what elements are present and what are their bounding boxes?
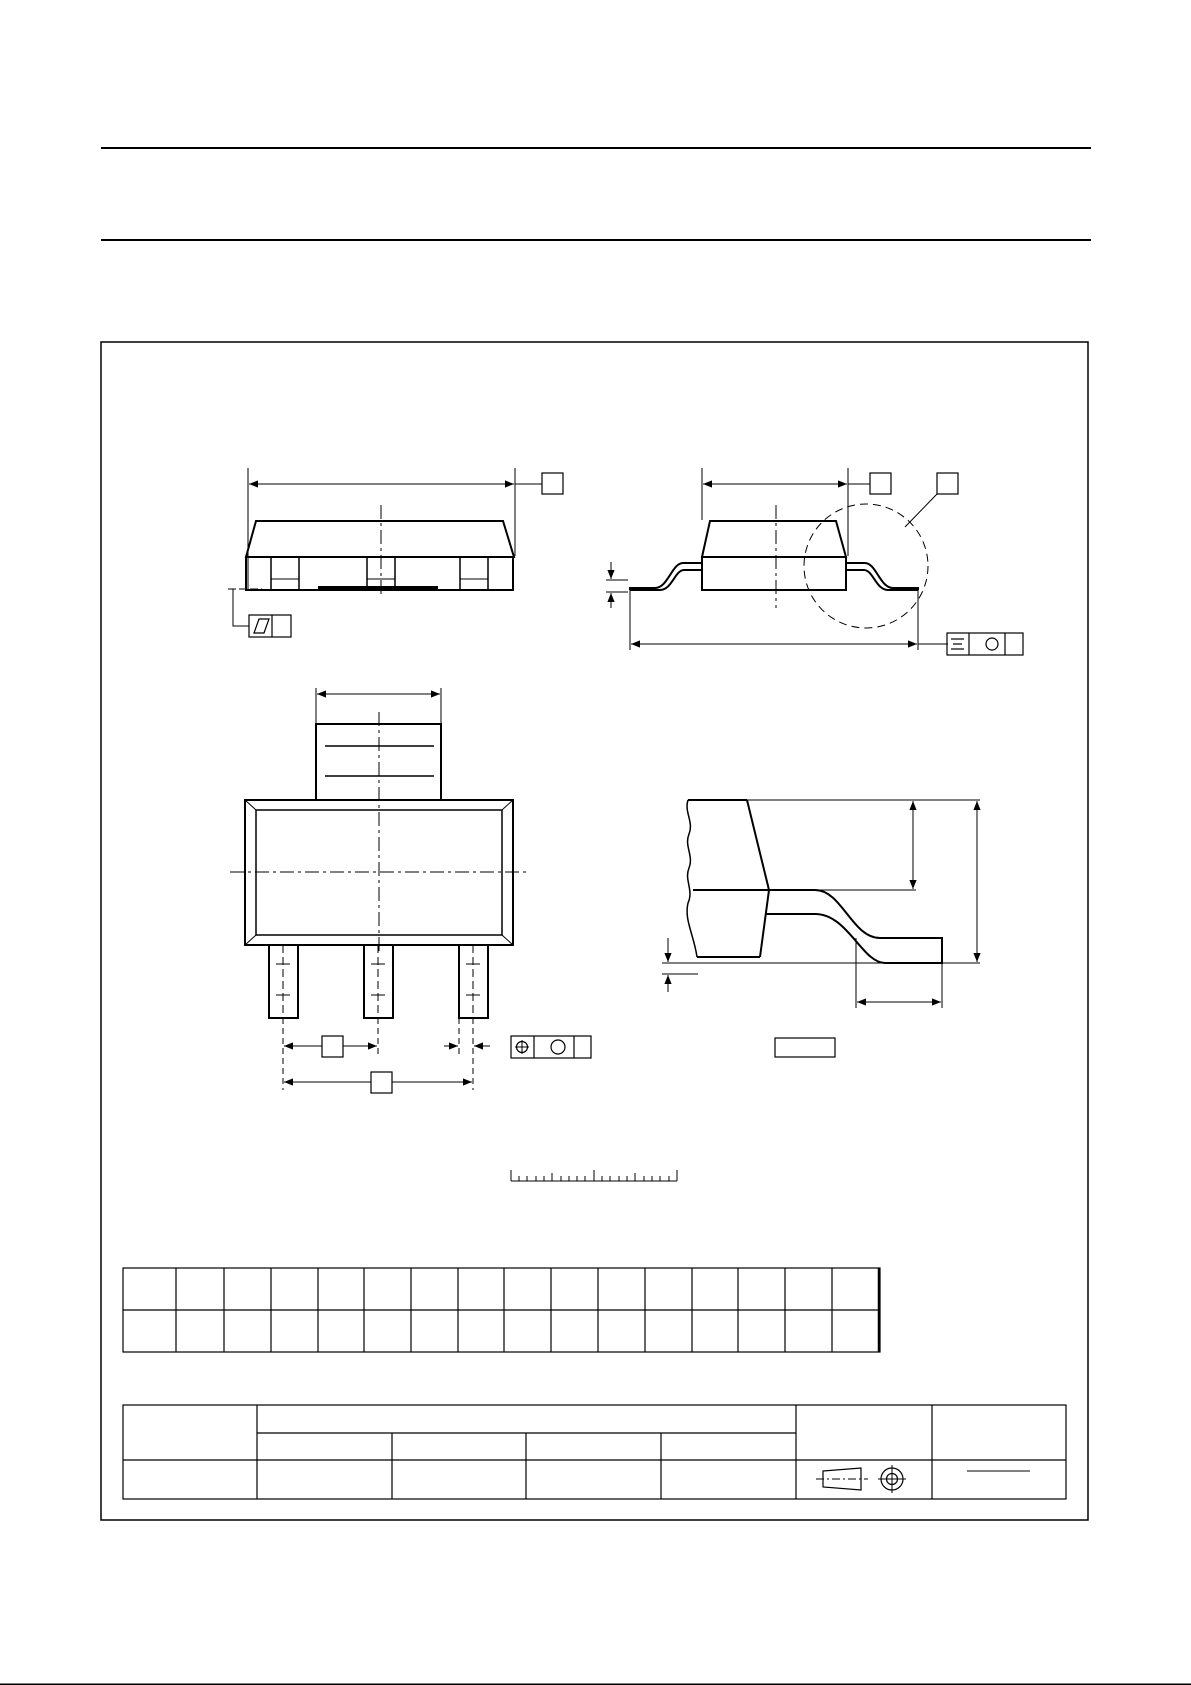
front-view (228, 468, 563, 637)
top-view (230, 688, 591, 1093)
flatness-frame (249, 615, 291, 637)
drawing-frame (101, 342, 1088, 1520)
profile-icon (951, 639, 964, 649)
datum-box-pitch-e1 (322, 1036, 343, 1057)
detail-caption-box (775, 1038, 835, 1057)
side-view (606, 468, 1023, 655)
datum-box-side (870, 473, 891, 494)
flatness-icon (254, 619, 269, 633)
datum-box-top-left (542, 473, 563, 494)
dimensions-table (123, 1268, 880, 1352)
detail-view (662, 800, 980, 1057)
outline-table (123, 1405, 1066, 1499)
position-icon (515, 1040, 529, 1054)
detail-ref-box (937, 473, 958, 494)
projection-icon (816, 1465, 906, 1493)
datum-box-pitch-e (371, 1072, 392, 1093)
scale-bar (511, 1170, 677, 1181)
